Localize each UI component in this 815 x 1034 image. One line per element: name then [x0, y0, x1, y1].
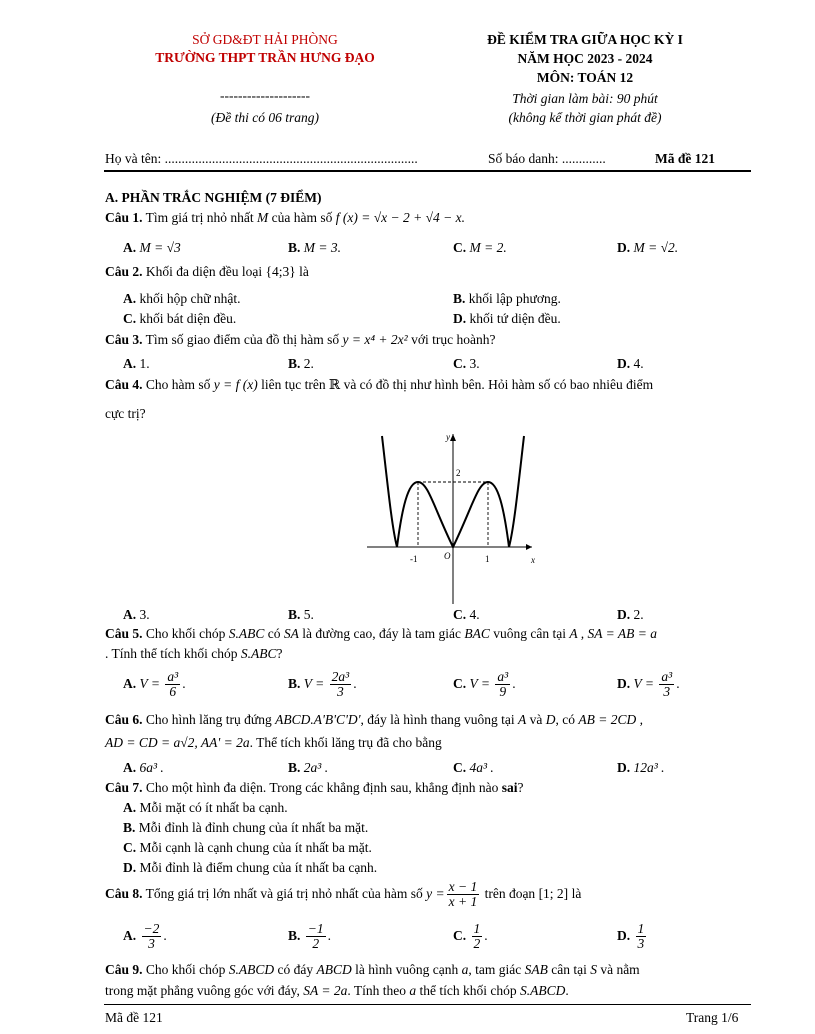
x-axis-arrow — [526, 544, 532, 550]
q7-option-d[interactable]: D. Mỗi đỉnh là điểm chung của ít nhất ba cạnh. — [123, 860, 378, 875]
question-9: Câu 9. Cho khối chóp S.ABCD có đáy ABCD là hình vuông cạnh a, tam giác SAB cân tại S và nằm — [105, 962, 640, 977]
q5-option-a[interactable]: A. V = $\frac{\text{a³}}{6}$ . — [123, 669, 186, 700]
q4-graph — [362, 428, 537, 606]
x-tick-1: 1 — [485, 554, 490, 564]
q3-option-c[interactable]: C. 3. — [453, 356, 480, 371]
section-title: A. PHẦN TRẮC NGHIỆM (7 ĐIỂM) — [105, 190, 322, 205]
q5-option-b[interactable]: B. V = $\frac{\text{2a³}}{3}$ . — [288, 669, 357, 700]
q6-option-d[interactable]: D. 12a³ . — [617, 760, 665, 775]
footer-code: Mã đề 121 — [105, 1010, 163, 1025]
q3-option-b[interactable]: B. 2. — [288, 356, 314, 371]
q4-option-c[interactable]: C. 4. — [453, 607, 480, 622]
q9-line2: trong mặt phẳng vuông góc với đáy, SA = 2a. Tính theo a thể tích khối chóp S.ABCD. — [105, 983, 569, 998]
q1-option-b[interactable]: B. M = 3. — [288, 240, 341, 255]
q1-mid: của hàm số — [271, 210, 333, 225]
q3-option-a[interactable]: A. 1. — [123, 356, 150, 371]
q1-option-d[interactable]: D. M = √2. — [617, 240, 679, 255]
info-underline — [104, 170, 751, 172]
question-6: Câu 6. Cho hình lăng trụ đứng ABCD.A'B'C'D', đáy là hình thang vuông tại A và D, có AB = 2CD , — [105, 712, 643, 727]
q3-option-d[interactable]: D. 4. — [617, 356, 644, 371]
q6-option-a[interactable]: A. 6a³ . — [123, 760, 164, 775]
q6-line2: AD = CD = a√2, AA' = 2a. Thể tích khối lăng trụ đã cho bằng — [105, 735, 442, 750]
q6-option-b[interactable]: B. 2a³ . — [288, 760, 329, 775]
q5-option-d[interactable]: D. V = $\frac{\text{a³}}{3}$ . — [617, 669, 680, 700]
question-1 — [105, 210, 465, 226]
x-axis-label: x — [531, 555, 535, 565]
q6-option-c[interactable]: C. 4a³ . — [453, 760, 494, 775]
q1-option-a[interactable]: A. M = √3 — [123, 240, 181, 255]
question-4: Câu 4. Cho hàm số y = f (x) liên tục trên ℝ và có đồ thị như hình bên. Hỏi hàm số có bao nhiêu điểm — [105, 377, 654, 392]
q1-option-c[interactable]: C. M = 2. — [453, 240, 507, 255]
q8-option-b[interactable]: B. $\frac{-1}{2}$ . — [288, 921, 332, 952]
q7-option-a[interactable]: A. Mỗi mặt có ít nhất ba cạnh. — [123, 800, 288, 815]
question-5: Câu 5. Cho khối chóp S.ABC có SA là đường cao, đáy là tam giác BAC vuông cân tại A , SA = AB = a — [105, 626, 658, 641]
header-divider: -------------------- — [220, 88, 310, 103]
dept-name: SỞ GD&ĐT HẢI PHÒNG — [192, 32, 338, 47]
q4-line2: cực trị? — [105, 406, 146, 421]
question-7: Câu 7. Cho một hình đa diện. Trong các khẳng định sau, khẳng định nào sai? — [105, 780, 524, 795]
exam-code: Mã đề 121 — [655, 151, 715, 166]
name-field-label: Họ và tên: ........................................................................... — [105, 151, 418, 166]
q1-func: f (x) = √x − 2 + √4 − x. — [335, 210, 465, 225]
q4-option-a[interactable]: A. 3. — [123, 607, 150, 622]
q7-option-b[interactable]: B. Mỗi đỉnh là đỉnh chung của ít nhất ba mặt. — [123, 820, 369, 835]
school-year: NĂM HỌC 2023 - 2024 — [517, 51, 653, 66]
q2-option-d[interactable]: D. khối tứ diện đều. — [453, 311, 561, 326]
x-tick-neg1: -1 — [410, 554, 418, 564]
q8-option-d[interactable]: D. $\frac{1}{3}$ — [617, 921, 645, 952]
subject: MÔN: TOÁN 12 — [536, 70, 634, 85]
origin-label: O — [444, 551, 451, 561]
school-name: TRƯỜNG THPT TRẦN HƯNG ĐẠO — [155, 50, 375, 65]
q4-option-b[interactable]: B. 5. — [288, 607, 314, 622]
page-number: Trang 1/6 — [686, 1010, 739, 1025]
question-2: Câu 2. Khối đa diện đều loại {4;3} là — [105, 264, 309, 279]
y-axis-arrow — [450, 434, 456, 441]
q8-option-c[interactable]: C. $\frac{1}{2}$ . — [453, 921, 488, 952]
q2-option-a[interactable]: A. khối hộp chữ nhật. — [123, 291, 241, 306]
y-axis-label: y — [446, 432, 450, 442]
y-tick-2: 2 — [456, 468, 461, 478]
q5-option-c[interactable]: C. V = $\frac{\text{a³}}{9}$ . — [453, 669, 516, 700]
sbd-field-label: Số báo danh: ............. — [488, 151, 606, 166]
q2-option-b[interactable]: B. khối lập phương. — [453, 291, 561, 306]
footer-rule — [104, 1004, 751, 1005]
time-note: (không kể thời gian phát đề) — [508, 110, 662, 125]
question-8: Câu 8. Tổng giá trị lớn nhất và giá trị nhỏ nhất của hàm số y = $\frac{x - 1}{x + 1}$ trên đoạn [1; 2] là — [105, 879, 582, 910]
q7-option-c[interactable]: C. Mỗi cạnh là cạnh chung của ít nhất ba mặt. — [123, 840, 372, 855]
q1-var: M — [257, 210, 269, 225]
q1-label: Câu 1. — [105, 210, 143, 225]
q1-text: Tìm giá trị nhỏ nhất — [145, 210, 254, 225]
question-3: Câu 3. Tìm số giao điểm của đồ thị hàm số y = x⁴ + 2x² với trục hoành? — [105, 332, 496, 347]
time-limit: Thời gian làm bài: 90 phút — [512, 91, 658, 106]
q8-option-a[interactable]: A. $\frac{-2}{3}$ . — [123, 921, 167, 952]
pages-note: (Đề thi có 06 trang) — [211, 110, 319, 125]
q4-option-d[interactable]: D. 2. — [617, 607, 644, 622]
q2-option-c[interactable]: C. khối bát diện đều. — [123, 311, 237, 326]
q5-line2: . Tính thể tích khối chóp S.ABC? — [105, 646, 283, 661]
exam-title: ĐỀ KIỂM TRA GIỮA HỌC KỲ I — [487, 32, 683, 47]
